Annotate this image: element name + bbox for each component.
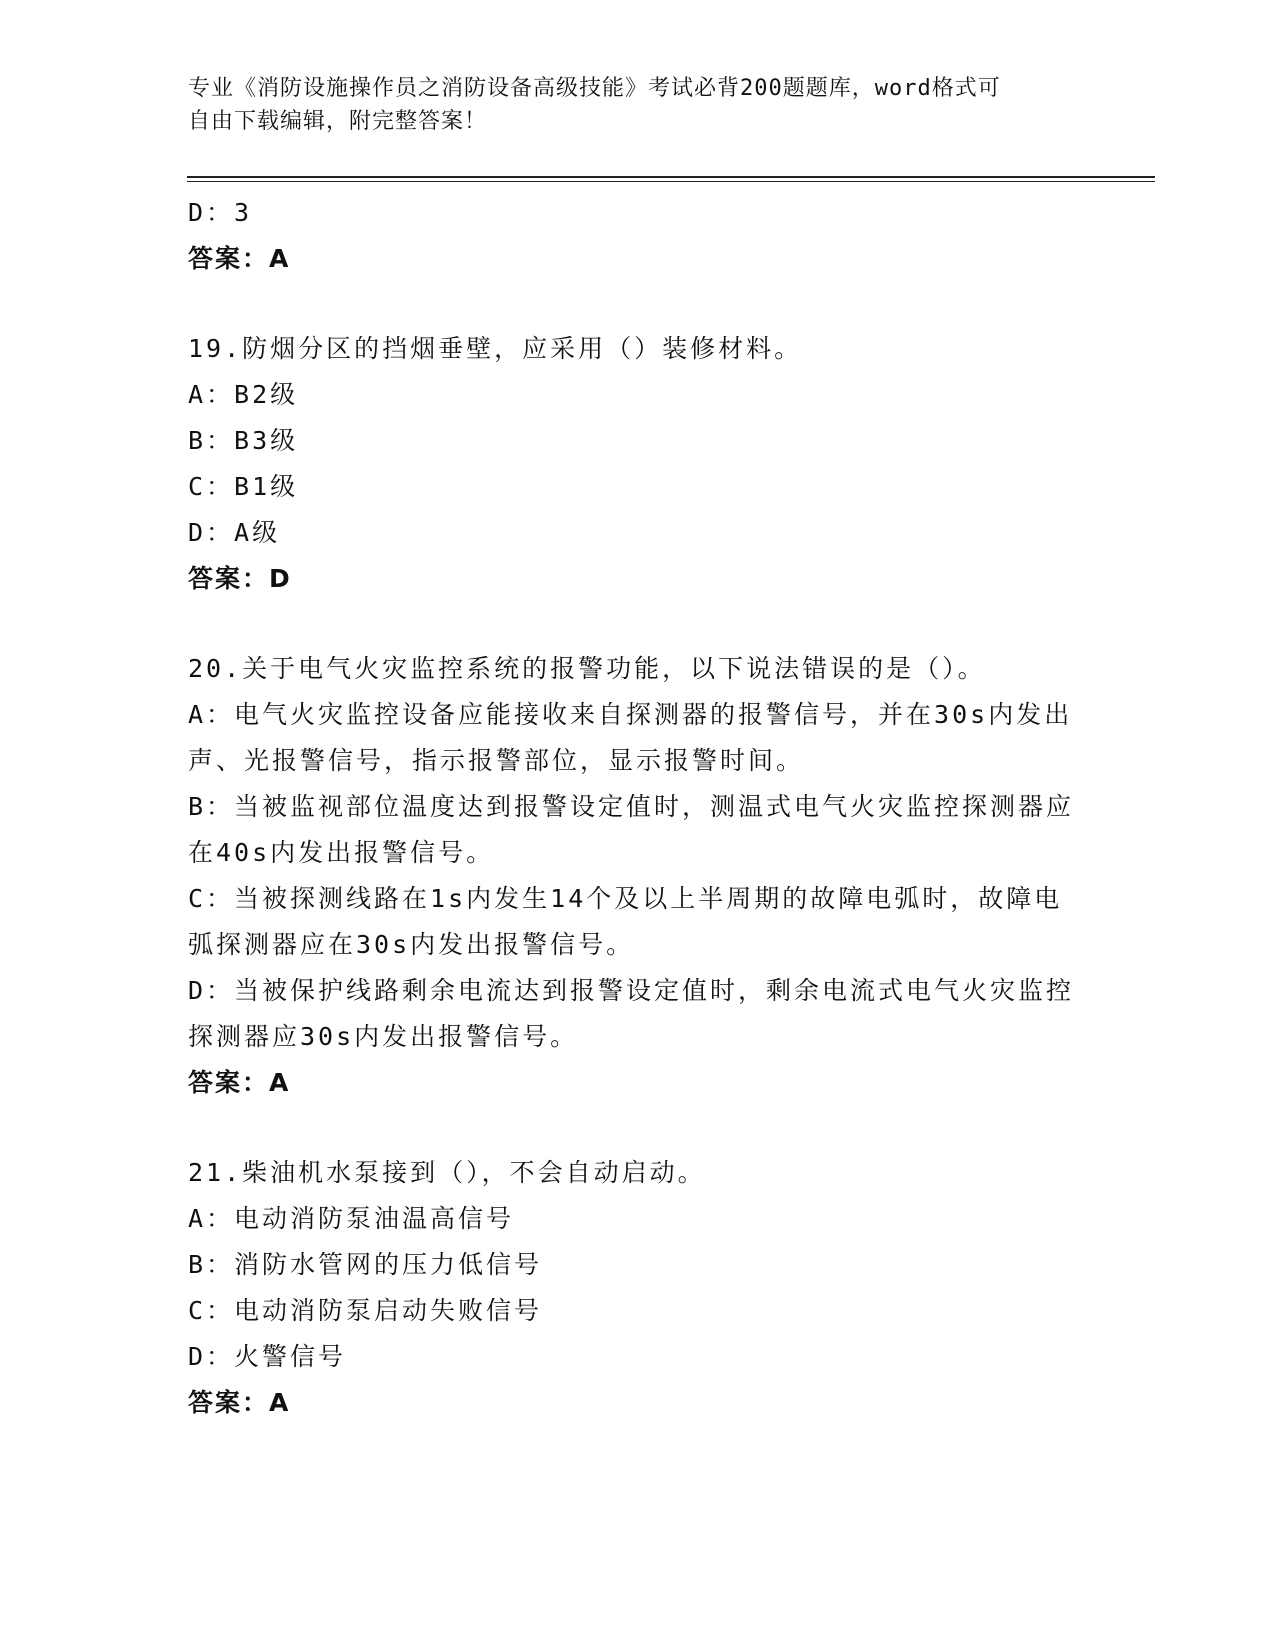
question-21 [188, 1150, 1088, 1426]
option-c: C：B1级 [188, 472, 299, 501]
option-c: C：电动消防泵启动失败信号 [188, 1296, 543, 1325]
answer-line: 答案：D [188, 564, 292, 593]
answer-line: 答案：A [188, 244, 291, 273]
option-a: A：B2级 [188, 380, 299, 409]
option-a: A：电气火灾监控设备应能接收来自探测器的报警信号，并在30s内发出声、光报警信号，指示报警部位，显示报警时间。 [188, 700, 1073, 775]
question-stem: 21.柴油机水泵接到（），不会自动启动。 [188, 1158, 706, 1187]
option-d: D：当被保护线路剩余电流达到报警设定值时，剩余电流式电气火灾监控探测器应30s内发出报警信号。 [188, 976, 1075, 1051]
option-b: B：消防水管网的压力低信号 [188, 1250, 543, 1279]
option-b: B：当被监视部位温度达到报警设定值时，测温式电气火灾监控探测器应在40s内发出报警信号。 [188, 792, 1075, 867]
question-19 [188, 326, 1088, 602]
question-stem: 20.关于电气火灾监控系统的报警功能，以下说法错误的是（）。 [188, 654, 986, 683]
question-20 [188, 646, 1088, 1106]
answer-line: 答案：A [188, 1388, 291, 1417]
header-line-2: 自由下载编辑，附完整答案！ [188, 109, 488, 134]
option-c: C：当被探测线路在1s内发生14个及以上半周期的故障电弧时，故障电弧探测器应在30s内发出报警信号。 [188, 884, 1063, 959]
document-body [188, 190, 1088, 1426]
option-d: D：A级 [188, 518, 281, 547]
header-divider-thick [187, 176, 1155, 178]
question-stem: 19.防烟分区的挡烟垂壁，应采用（）装修材料。 [188, 334, 803, 363]
header-divider-thin [187, 181, 1155, 182]
document-header [188, 72, 1088, 138]
answer-line: 答案：A [188, 1068, 291, 1097]
previous-question-tail [188, 190, 1088, 282]
option-a: A：电动消防泵油温高信号 [188, 1204, 515, 1233]
option-b: B：B3级 [188, 426, 299, 455]
header-line-1: 专业《消防设施操作员之消防设备高级技能》考试必背200题题库，word格式可 [188, 76, 1001, 101]
option-d: D：3 [188, 198, 253, 227]
option-d: D：火警信号 [188, 1342, 347, 1371]
